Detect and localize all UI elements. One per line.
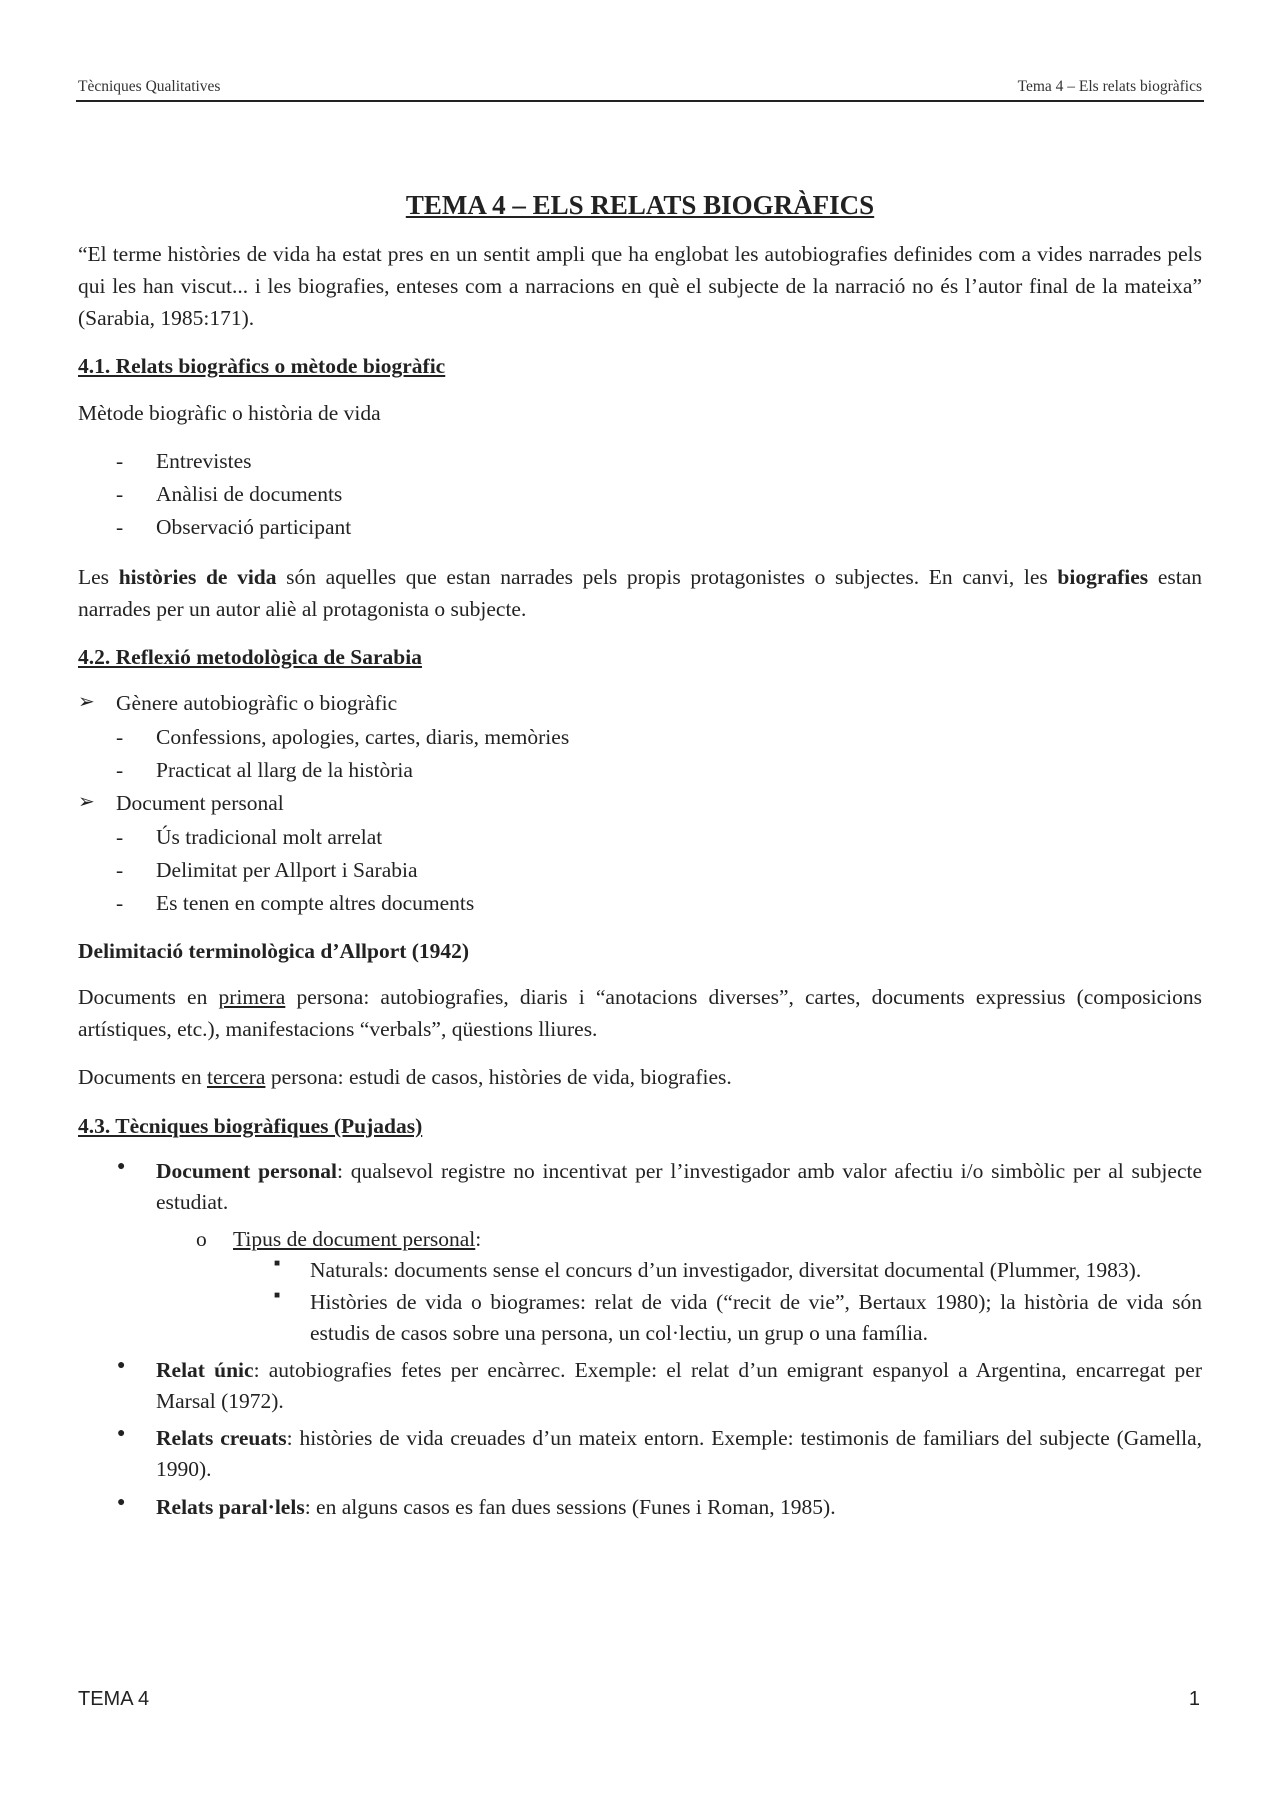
list-item: - Observació participant: [78, 511, 1202, 544]
techniques-list: [78, 1156, 1202, 1523]
bold-term: Relat únic: [156, 1357, 254, 1382]
bold-term: Relats creuats: [156, 1426, 287, 1451]
bold-term: Document personal: [156, 1158, 337, 1183]
page-number: 1: [1188, 1688, 1200, 1710]
sub-bullet-item: [78, 1224, 1202, 1255]
text-span: :: [475, 1227, 482, 1252]
text-span: són aquelles que estan narrades pels propis protagonistes o subjectes. En canvi, les: [276, 564, 1058, 589]
bold-term: Relats paral·lels: [156, 1494, 305, 1519]
sub-list: [78, 821, 1202, 921]
allport-subheading: Delimitació terminològica d’Allport (1942): [78, 938, 470, 963]
bullet-item: [78, 1492, 1202, 1523]
list-item: - Delimitat per Allport i Sarabia: [78, 854, 1202, 887]
third-person-paragraph: [78, 1061, 1202, 1093]
text-span: : històries de vida creuades d’un mateix entorn. Exemple: testimonis de familiars del subjecte (Gamella, 1990).: [156, 1426, 1202, 1482]
document-body: [78, 185, 1202, 1529]
square-bullet-item: ■ Històries de vida o biogrames: relat de vida (“recit de vie”, Bertaux 1980); la història de vida són estudis de casos sobre una persona, un col·lectiu, un grup o una família.: [78, 1287, 1202, 1349]
list-item: - Confessions, apologies, cartes, diaris, memòries: [78, 721, 1202, 754]
sarabia-list: [78, 687, 1202, 920]
text-span: estan narrades per un autor aliè al protagonista o subjecte.: [78, 564, 1202, 621]
header-course: Tècniques Qualitatives: [78, 78, 221, 95]
section-heading-4-3: 4.3. Tècniques biogràfiques (Pujadas): [78, 1113, 423, 1138]
text-span: : qualsevol registre no incentivat per l’investigador amb valor afectiu i/o simbòlic per al subjecte estudiat.: [156, 1158, 1203, 1215]
text-span: Documents en: [78, 1065, 207, 1090]
list-item: - Ús tradicional molt arrelat: [78, 821, 1202, 854]
text-span: persona: estudi de casos, històries de vida, biografies.: [265, 1065, 732, 1090]
bold-term: històries de vida: [118, 564, 277, 589]
sub-list: [78, 721, 1202, 788]
method-list: [78, 445, 1202, 545]
section-heading-4-1: 4.1. Relats biogràfics o mètode biogràfic: [78, 354, 446, 379]
footer-label: TEMA 4: [78, 1688, 150, 1710]
page-header: [76, 74, 1204, 102]
section-heading-4-2: 4.2. Reflexió metodològica de Sarabia: [78, 645, 422, 670]
list-item: - Anàlisi de documents: [78, 478, 1202, 511]
arrow-item: ➢ Document personal: [78, 787, 1202, 820]
list-item: - Entrevistes: [78, 445, 1202, 478]
underlined-term: Tipus de document personal: [233, 1227, 476, 1252]
underlined-term: tercera: [206, 1065, 266, 1090]
text-span: Les: [78, 564, 119, 589]
page-title: TEMA 4 – ELS RELATS BIOGRÀFICS: [405, 190, 875, 220]
text-span: : en alguns casos es fan dues sessions (Funes i Roman, 1985).: [304, 1494, 836, 1519]
bullet-item: [78, 1355, 1202, 1417]
header-topic: Tema 4 – Els relats biogràfics: [1017, 78, 1202, 95]
arrow-item: ➢ Gènere autobiogràfic o biogràfic: [78, 687, 1202, 720]
list-item: - Es tenen en compte altres documents: [78, 887, 1202, 920]
list-item: - Practicat al llarg de la història: [78, 754, 1202, 787]
text-span: : autobiografies fetes per encàrrec. Exemple: el relat d’un emigrant espanyol a Argentina, encarregat per Marsal (1972).: [156, 1357, 1202, 1414]
section-lead: Mètode biogràfic o història de vida: [78, 400, 381, 425]
square-bullet-item: ■ Naturals: documents sense el concurs d’un investigador, diversitat documental (Plummer, 1983).: [78, 1255, 1202, 1286]
bullet-item: [78, 1156, 1202, 1218]
intro-quote: “El terme històries de vida ha estat pres en un sentit ampli que ha englobat les autobiografies definides com a vides narrades pels qui les han viscut... i les biografies, enteses com a narracions en què el subjecte de la narració no és l’autor final de la mateixa” (Sarabia, 1985:171).: [78, 241, 1202, 330]
text-span: Documents en: [78, 984, 219, 1009]
first-person-paragraph: [78, 981, 1202, 1046]
definition-paragraph: [78, 561, 1202, 626]
text-span: persona: autobiografies, diaris i “anotacions diverses”, cartes, documents expressius (composicions artístiques, etc.), manifestacions “verbals”, qüestions lliures.: [78, 984, 1202, 1042]
bullet-item: [78, 1423, 1202, 1485]
bold-term: biografies: [1057, 564, 1149, 589]
underlined-term: primera: [218, 984, 286, 1009]
